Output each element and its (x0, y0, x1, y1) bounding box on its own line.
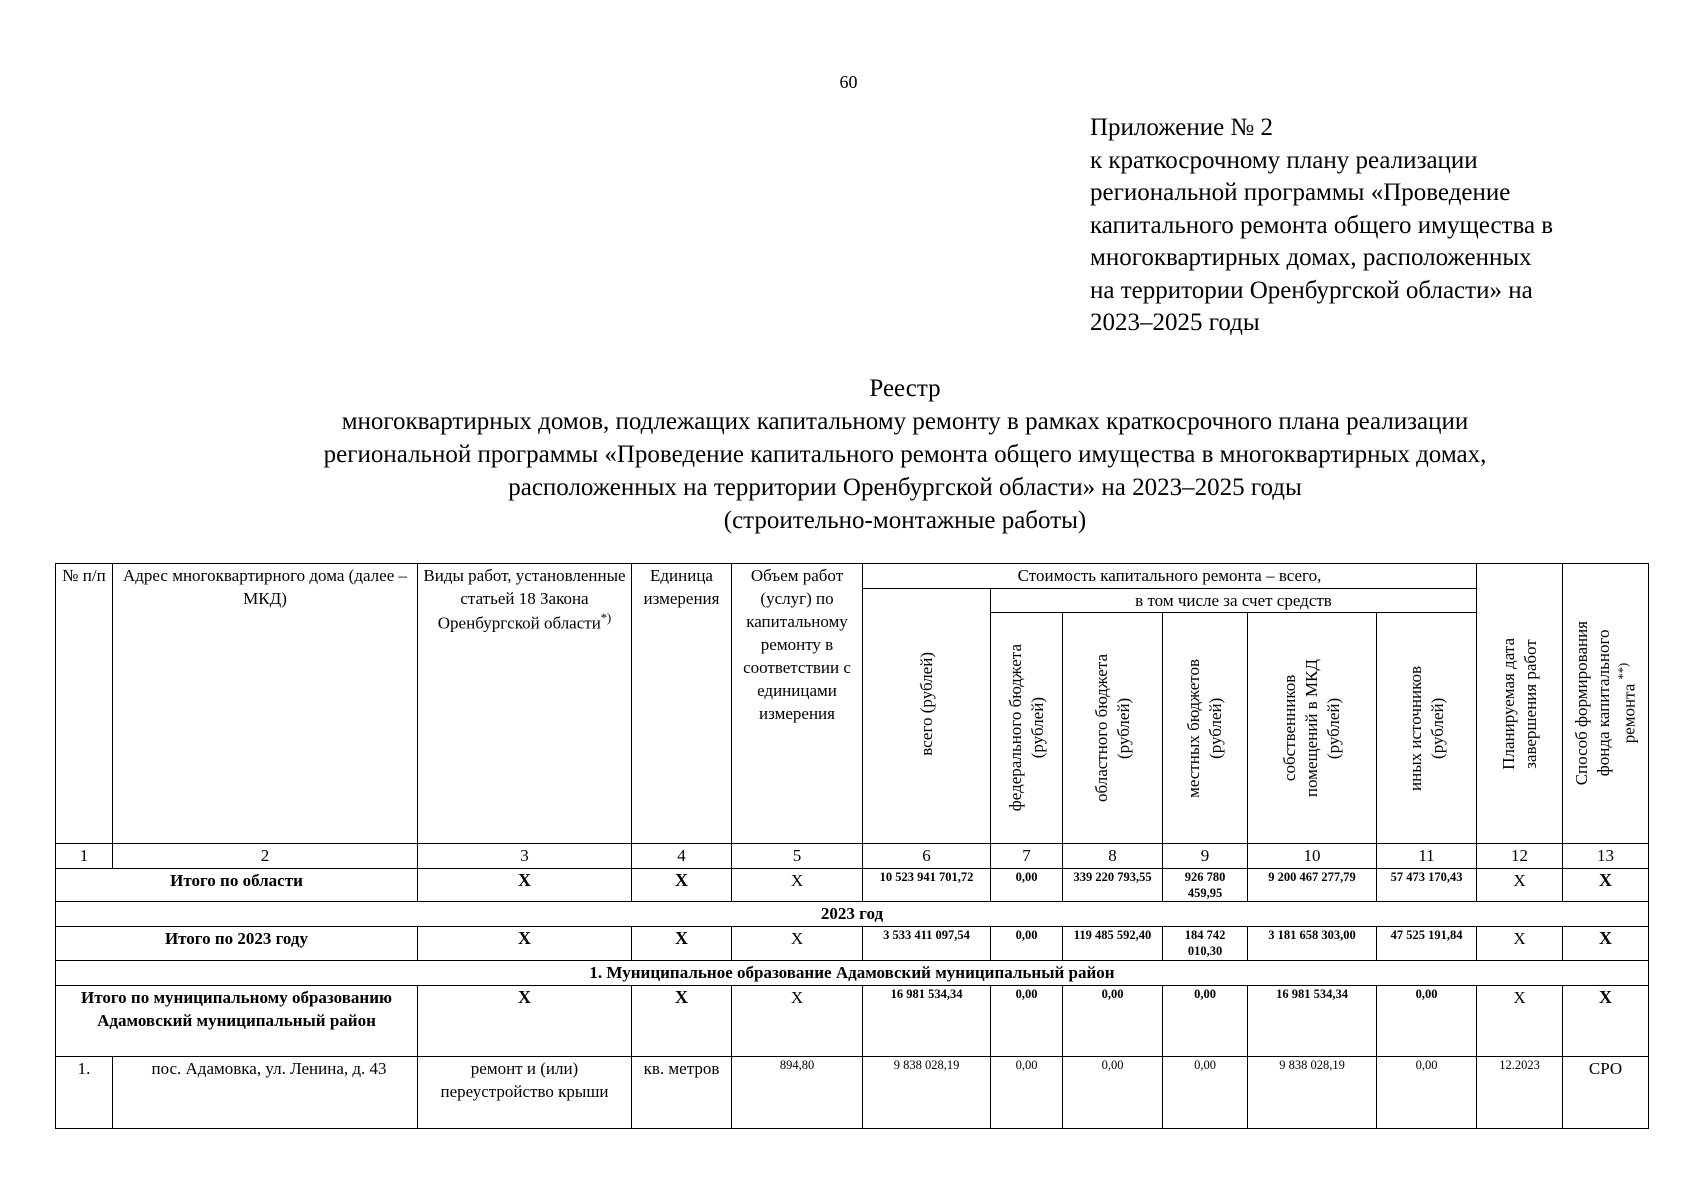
total-municipality-local: 0,00 (1163, 986, 1248, 1057)
column-number: 8 (1063, 844, 1163, 869)
total-2023-row (56, 927, 1649, 961)
document-title (0, 372, 1697, 537)
header-fund-note: **) (1615, 663, 1630, 680)
total-municipality-c5: Х (732, 986, 863, 1057)
total-region-label: Итого по области (56, 869, 418, 902)
total-region-c5: Х (732, 869, 863, 902)
column-number: 10 (1248, 844, 1377, 869)
total-2023-regional: 119 485 592,40 (1063, 927, 1163, 961)
row-unit: кв. метров (632, 1057, 732, 1129)
column-number: 7 (991, 844, 1063, 869)
total-2023-c3: Х (418, 927, 632, 961)
row-fund: СРО (1563, 1057, 1649, 1129)
page-number: 60 (839, 72, 858, 92)
column-number: 2 (113, 844, 418, 869)
appendix-line: многоквартирных домах, расположенных (1090, 244, 1532, 271)
total-municipality-other: 0,00 (1377, 986, 1477, 1057)
row-num: 1. (56, 1057, 113, 1129)
appendix-line: на территории Оренбургской области» на (1090, 276, 1533, 304)
registry-table (55, 563, 1649, 1129)
header-work-types-text: Виды работ, установленные статьей 18 Закона Оренбургской области (423, 566, 626, 633)
header-other-line: (рублей) (1427, 697, 1447, 759)
row-volume: 894,80 (732, 1057, 863, 1129)
header-date-line: Планируемая дата (1498, 637, 1518, 770)
header-other-line: иных источников (1405, 665, 1425, 791)
header-unit: Единица измерения (632, 564, 732, 844)
header-owners-line: (рублей) (1324, 697, 1343, 759)
header-total-text: всего (рублей) (916, 652, 936, 756)
header-fund-line: Способ формирования (1571, 621, 1591, 786)
column-number: 4 (632, 844, 732, 869)
column-number: 5 (732, 844, 863, 869)
total-municipality-owners: 16 981 534,34 (1248, 986, 1377, 1057)
header-fund-line: ремонта (1619, 684, 1639, 744)
header-fund-line: фонда капитального (1593, 630, 1613, 777)
total-2023-label: Итого по 2023 году (56, 927, 418, 961)
total-region-regional: 339 220 793,55 (1063, 869, 1163, 902)
row-regional: 0,00 (1063, 1057, 1163, 1129)
appendix-line: к краткосрочному плану реализации (1090, 146, 1478, 174)
header-local-line: (рублей) (1206, 697, 1225, 759)
header-federal (991, 613, 1063, 844)
header-incl-group: в том числе за счет средств (991, 589, 1477, 613)
total-region-total: 10 523 941 701,72 (863, 869, 991, 902)
column-number: 6 (863, 844, 991, 869)
row-date: 12.2023 (1477, 1057, 1563, 1129)
header-owners-line: помещений в МКД (1302, 658, 1321, 798)
total-2023-other: 47 525 191,84 (1377, 927, 1477, 961)
total-2023-c12: Х (1477, 927, 1563, 961)
column-number-row (56, 844, 1649, 869)
header-federal-line: федерального бюджета (1005, 644, 1025, 812)
appendix-caption (1090, 112, 1650, 340)
column-number: 13 (1563, 844, 1649, 869)
header-local-line: местных бюджетов (1184, 658, 1203, 798)
row-work: ремонт и (или) переустройство крыши (418, 1057, 632, 1129)
total-2023-total: 3 533 411 097,54 (863, 927, 991, 961)
row-owners: 9 838 028,19 (1248, 1057, 1377, 1129)
title-line: расположенных на территории Оренбургской области» на 2023–2025 годы (508, 474, 1302, 501)
total-2023-local: 184 742 010,30 (1163, 927, 1248, 961)
row-total: 9 838 028,19 (863, 1057, 991, 1129)
total-municipality-row (56, 986, 1649, 1057)
header-num: № п/п (56, 564, 113, 844)
column-number: 3 (418, 844, 632, 869)
header-work-types-note: *) (600, 611, 612, 625)
total-region-owners: 9 200 467 277,79 (1248, 869, 1377, 902)
header-address: Адрес многоквартирного дома (далее – МКД) (113, 564, 418, 844)
table-row (56, 1057, 1649, 1129)
header-cost-group: Стоимость капитального ремонта – всего, (863, 564, 1477, 589)
total-municipality-regional: 0,00 (1063, 986, 1163, 1057)
header-owners-line: собственников (1280, 674, 1299, 782)
title-line: многоквартирных домов, подлежащих капитальному ремонту в рамках краткосрочного плана реализации (341, 408, 1469, 435)
total-region-c13: Х (1563, 869, 1649, 902)
row-federal: 0,00 (991, 1057, 1063, 1129)
header-volume: Объем работ (услуг) по капитальному ремонту в соответствии с единицами измерения (732, 564, 863, 844)
header-local (1163, 613, 1248, 844)
header-regional (1063, 613, 1163, 844)
total-2023-c5: Х (732, 927, 863, 961)
appendix-line: 2023–2025 годы (1090, 309, 1260, 336)
appendix-line: капитального ремонта общего имущества в (1090, 211, 1554, 239)
header-regional-line: областного бюджета (1091, 653, 1111, 802)
appendix-line: Приложение № 2 (1090, 114, 1274, 141)
total-municipality-c3: Х (418, 986, 632, 1057)
total-region-row (56, 869, 1649, 902)
appendix-line: региональной программы «Проведение (1090, 179, 1511, 206)
total-municipality-c13: Х (1563, 986, 1649, 1057)
header-fund (1563, 564, 1649, 844)
total-municipality-total: 16 981 534,34 (863, 986, 991, 1057)
header-owners (1248, 613, 1377, 844)
total-2023-c13: Х (1563, 927, 1649, 961)
year-section-row (56, 902, 1649, 927)
total-region-federal: 0,00 (991, 869, 1063, 902)
header-total (863, 589, 991, 844)
row-other: 0,00 (1377, 1057, 1477, 1129)
column-number: 1 (56, 844, 113, 869)
header-date (1477, 564, 1563, 844)
total-municipality-label: Итого по муниципальному образованию Адамовский муниципальный район (56, 986, 418, 1057)
row-address: пос. Адамовка, ул. Ленина, д. 43 (113, 1057, 418, 1129)
municipality-section-title: 1. Муниципальное образование Адамовский муниципальный район (56, 961, 1649, 986)
total-region-local: 926 780 459,95 (1163, 869, 1248, 902)
header-federal-line: (рублей) (1027, 697, 1047, 759)
title-line: региональной программы «Проведение капитального ремонта общего имущества в многоквартирных домах, (323, 441, 1487, 468)
total-region-c3: Х (418, 869, 632, 902)
header-other (1377, 613, 1477, 844)
total-2023-owners: 3 181 658 303,00 (1248, 927, 1377, 961)
municipality-section-row (56, 961, 1649, 986)
header-row (56, 564, 1649, 589)
header-regional-line: (рублей) (1113, 697, 1133, 759)
total-2023-federal: 0,00 (991, 927, 1063, 961)
total-municipality-c12: Х (1477, 986, 1563, 1057)
row-local: 0,00 (1163, 1057, 1248, 1129)
header-work-types (418, 564, 632, 844)
total-region-c4: Х (632, 869, 732, 902)
total-region-c12: Х (1477, 869, 1563, 902)
total-municipality-federal: 0,00 (991, 986, 1063, 1057)
title-line: (строительно-монтажные работы) (723, 507, 1087, 534)
header-date-line: завершения работ (1520, 638, 1540, 769)
total-municipality-c4: Х (632, 986, 732, 1057)
total-2023-c4: Х (632, 927, 732, 961)
year-section-title: 2023 год (56, 902, 1649, 927)
column-number: 11 (1377, 844, 1477, 869)
column-number: 9 (1163, 844, 1248, 869)
column-number: 12 (1477, 844, 1563, 869)
title-heading: Реестр (869, 375, 941, 402)
total-region-other: 57 473 170,43 (1377, 869, 1477, 902)
